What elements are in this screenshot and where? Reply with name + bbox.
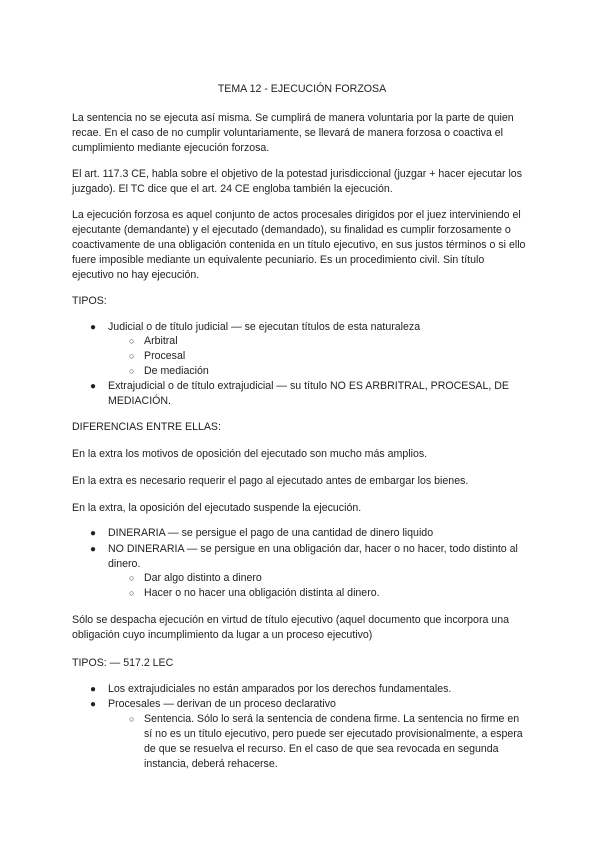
list-item-text: Procesales — derivan de un proceso declarativo [108,698,336,710]
bullet-icon: ● [90,684,97,695]
sub-item-arbitral [129,334,530,349]
list-item-extrajudicial [90,379,528,409]
list-item-extrajudiciales [90,682,528,697]
list-item-text: DINERARIA — se persigue el pago de una cantidad de dinero liquido [108,527,434,539]
bullet-icon: ● [90,322,97,333]
circle-bullet-icon: ○ [129,351,135,361]
list-item-procesales [90,697,528,712]
sub-item-mediacion [129,364,530,379]
diferencia-pago: En la extra es necesario requerir el pago al ejecutado antes de embargar los bienes. [72,475,469,487]
document-title: TEMA 12 - EJECUCIÓN FORZOSA [217,83,387,95]
circle-bullet-icon: ○ [129,336,135,346]
sub-item-text: Dar algo distinto a dinero [144,572,262,584]
circle-bullet-icon: ○ [129,588,135,598]
list-item-text: Extrajudicial o de título extrajudicial — su título NO ES ARBRITRAL, PROCESAL, DE MEDIACIÓN. [108,380,509,407]
list-item-text: NO DINERARIA — se persigue en una obligación dar, hacer o no hacer, todo distinto al dinero. [108,543,518,570]
sub-item-text: De mediación [144,365,209,377]
tipos-lec-heading: TIPOS: — 517.2 LEC [72,657,174,669]
sub-item-text: Procesal [144,350,186,362]
sub-item-text: Arbitral [144,335,178,347]
circle-bullet-icon: ○ [129,573,135,583]
list-item-no-dineraria [90,542,528,572]
bullet-icon: ● [90,699,97,710]
sub-item-text: Hacer o no hacer una obligación distinta al dinero. [144,587,380,599]
sub-item-hacer-no-hacer [129,586,530,601]
diferencia-oposicion: En la extra los motivos de oposición del ejecutado son mucho más amplios. [72,448,428,460]
paragraph-definicion: La ejecución forzosa es aquel conjunto de actos procesales dirigidos por el juez interviniendo el ejecutante (demandante) y el ejecutado (demandado), su finalidad es cumplir forzosamente o coactivamente de una obligación contenida en un título ejecutivo, en sus justos términos o si ello fuere imposible mediante un equivalente pecuniario. Es un procedimiento civil. Sin título ejecutivo no hay ejecución. [72,209,526,281]
list-item-dineraria [90,526,528,541]
paragraph-art-117: El art. 117.3 CE, habla sobre el objetivo de la potestad jurisdiccional (juzgar + hacer ejecutar los juzgado). El TC dice que el art. 24 CE engloba también la ejecución. [72,168,522,195]
bullet-icon: ● [90,528,97,539]
circle-bullet-icon: ○ [129,366,135,376]
list-item-judicial [90,320,528,335]
bullet-icon: ● [90,544,97,555]
sub-item-dar-algo [129,571,530,586]
sub-item-procesal [129,349,530,364]
sub-item-sentencia [129,712,530,772]
list-item-text: Judicial o de título judicial — se ejecutan títulos de esta naturaleza [108,321,421,333]
tipos-heading: TIPOS: [72,295,107,307]
sub-item-text: Sentencia. Sólo lo será la sentencia de condena firme. La sentencia no firme en sí no es un título ejecutivo, pero puede ser ejecutado provisionalmente, a espera de que se resuelva el recurso. En el caso de que sea revocada en segunda instancia, deberá rehacerse. [144,713,523,770]
bullet-icon: ● [90,381,97,392]
paragraph-solo-despacha: Sólo se despacha ejecución en virtud de título ejecutivo (aquel documento que incorpora una obligación cuyo incumplimiento da lugar a un proceso ejecutivo) [72,614,509,641]
circle-bullet-icon: ○ [129,714,135,724]
diferencia-suspende: En la extra, la oposición del ejecutado suspende la ejecución. [72,502,362,514]
diferencias-heading: DIFERENCIAS ENTRE ELLAS: [72,421,221,433]
paragraph-sentencia: La sentencia no se ejecuta así misma. Se cumplirá de manera voluntaria por la parte de quien recae. En el caso de no cumplir voluntariamente, se llevará de manera forzosa o coactiva el cumplimiento mediante ejecución forzosa. [72,112,514,154]
list-item-text: Los extrajudiciales no están amparados por los derechos fundamentales. [108,683,452,695]
